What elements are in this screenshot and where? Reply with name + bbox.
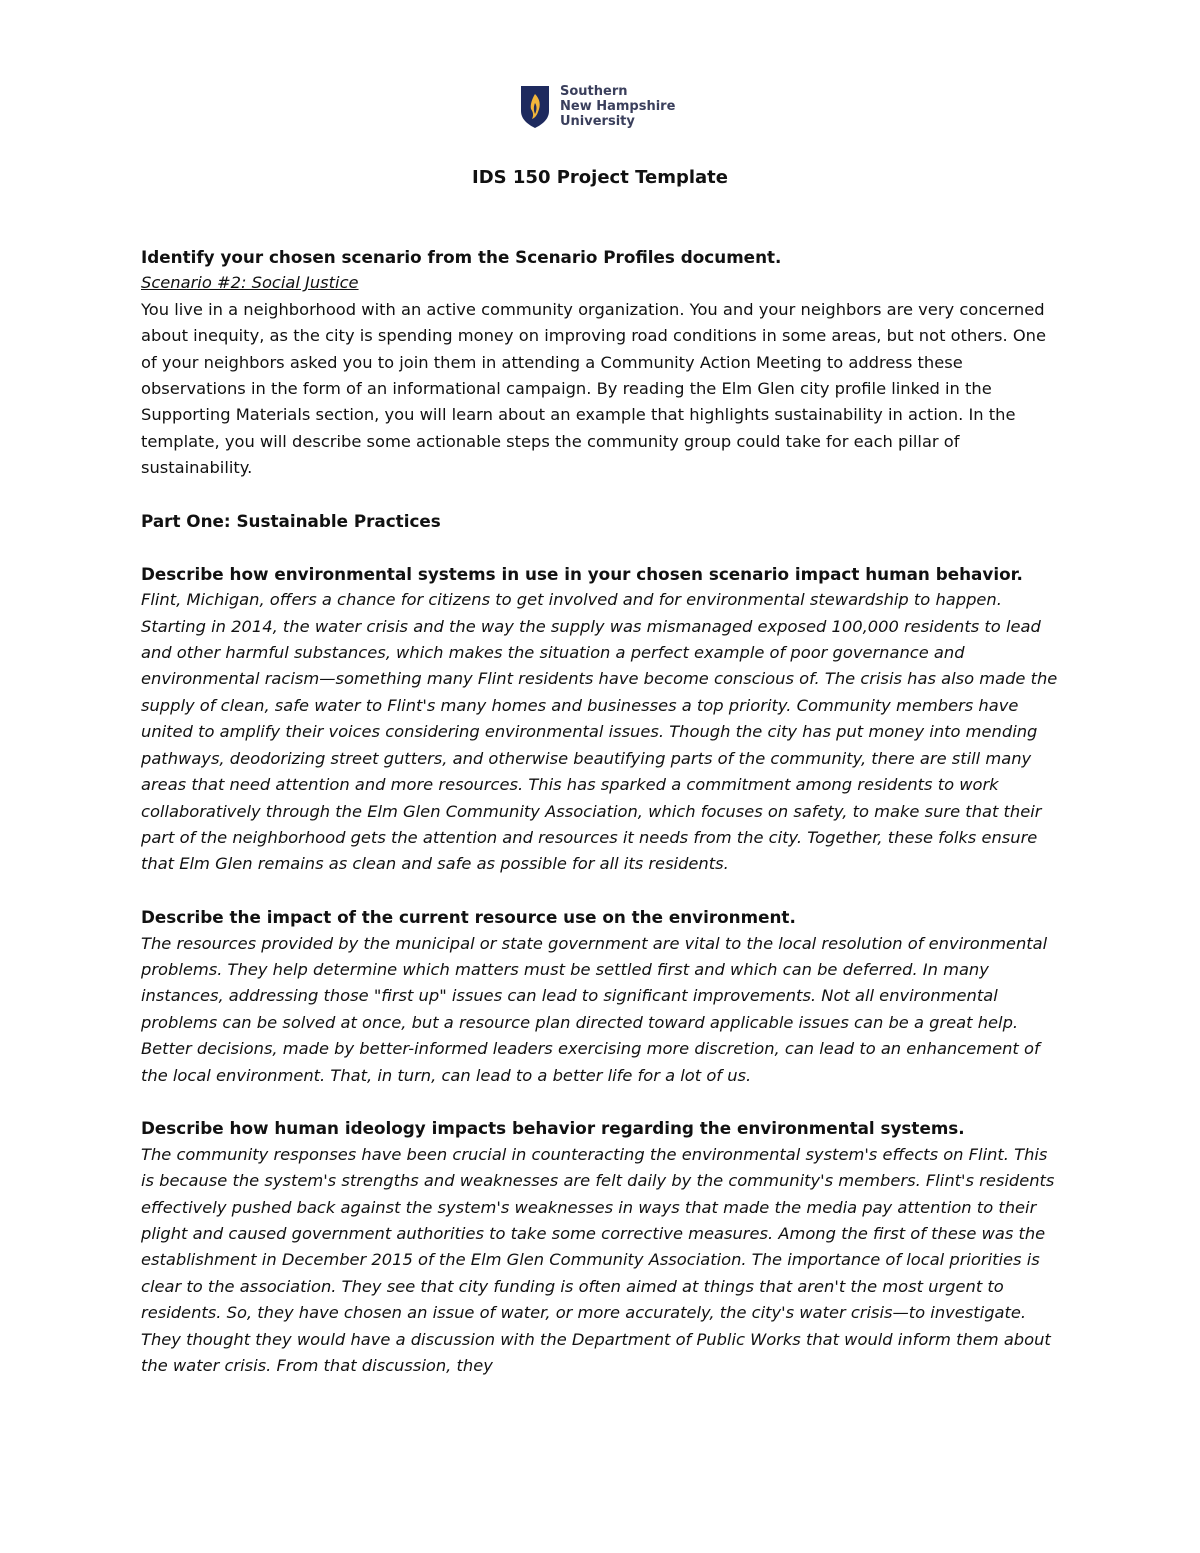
scenario-text: You live in a neighborhood with an active community organization. You and your neighbors are very concerned about inequity, as the city is spending money on improving road conditions in some areas, but not others. One of your neighbors asked you to join them in attending a Community Action Meeting to address these observations in the form of an informational campaign. By reading the Elm Glen city profile linked in the Supporting Materials section, you will learn about an example that highlights sustainability in action. In the template, you will describe some actionable steps the community group could take for each pillar of sustainability. <box>141 299 1046 478</box>
shield-flame-icon <box>520 85 550 129</box>
logo-line-3: University <box>560 114 635 129</box>
question-1-answer: Flint, Michigan, offers a chance for citizens to get involved and for environmental stewardship to happen. Starting in 2014, the water crisis and the way the supply was mismanaged exposed 100,000 residents to lead and other harmful substances, which makes the situation a perfect example of poor governance and environmental racism—something many Flint residents have become conscious of. The crisis has also made the supply of clean, safe water to Flint's many homes and businesses a top priority. Community members have united to amplify their voices considering environmental issues. Though the city has put money into mending pathways, deodorizing street gutters, and otherwise beautifying parts of the community, there are still many areas that need attention and more resources. This has sparked a commitment among residents to work collaboratively through the Elm Glen Community Association, which focuses on safety, to make sure that their part of the neighborhood gets the attention and resources it needs from the city. Together, these folks ensure that Elm Glen remains as clean and safe as possible for all its residents. <box>141 590 1058 874</box>
part-one-heading: Part One: Sustainable Practices <box>141 511 441 532</box>
scenario-label: Scenario #2: Social Justice <box>141 273 359 293</box>
question-1-heading: Describe how environmental systems in use in your chosen scenario impact human behavior. <box>141 563 1023 584</box>
question-3-answer: The community responses have been crucial in counteracting the environmental system's effects on Flint. This is because the system's strengths and weaknesses are felt daily by the community's members. Flint's residents effectively pushed back against the system's weaknesses in ways that made the media pay attention to their plight and caused government authorities to take some corrective measures. Among the first of these was the establishment in December 2015 of the Elm Glen Community Association. The importance of local priorities is clear to the association. They see that city funding is often aimed at things that aren't the most urgent to residents. So, they have chosen an issue of water, or more accurately, the city's water crisis—to investigate. They thought they would have a discussion with the Department of Public Works that would inform them about the water crisis. From that discussion, they <box>141 1144 1055 1375</box>
logo-wordmark <box>560 84 675 129</box>
scenario-heading: Identify your chosen scenario from the Scenario Profiles document. <box>141 247 782 267</box>
question-3-heading: Describe how human ideology impacts behavior regarding the environmental systems. <box>141 1118 965 1139</box>
university-logo <box>520 84 675 129</box>
question-2-heading: Describe the impact of the current resource use on the environment. <box>141 907 796 928</box>
logo-line-1: Southern <box>560 84 628 99</box>
document-title: IDS 150 Project Template <box>472 167 728 188</box>
document-body <box>141 244 1061 1379</box>
question-2-answer: The resources provided by the municipal or state government are vital to the local resolution of environmental problems. They help determine which matters must be settled first and which can be deferred. In many instances, addressing those "first up" issues can lead to significant improvements. Not all environmental problems can be solved at once, but a resource plan directed toward applicable issues can be a great help. Better decisions, made by better-informed leaders exercising more discretion, can lead to an enhancement of the local environment. That, in turn, can lead to a better life for a lot of us. <box>141 933 1048 1085</box>
logo-line-2: New Hampshire <box>560 99 676 114</box>
